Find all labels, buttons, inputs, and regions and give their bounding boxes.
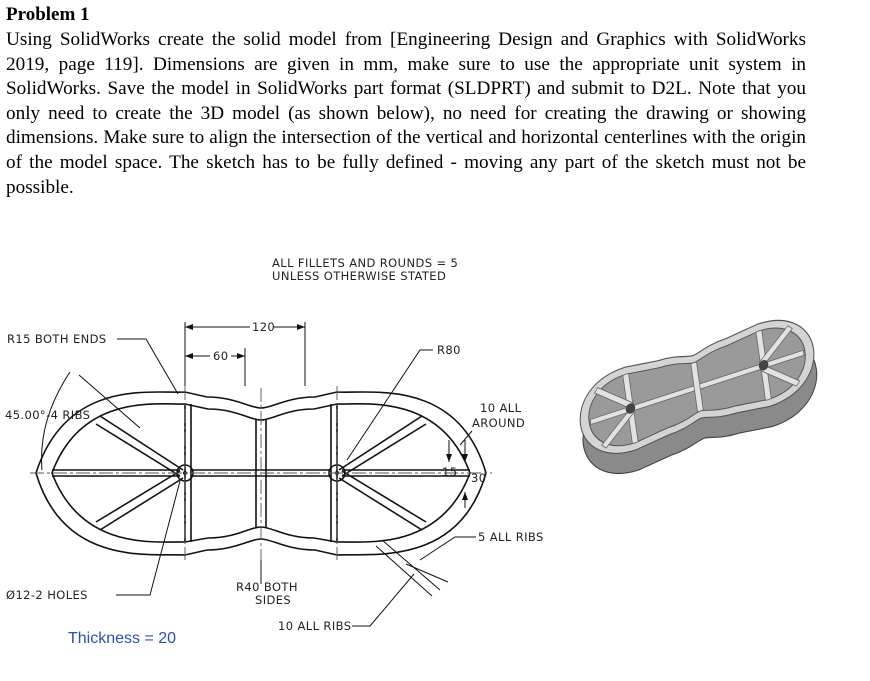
label-angle: 45.00°-4 RIBS bbox=[5, 408, 91, 422]
isometric-3d-model bbox=[575, 308, 822, 486]
dim-60: 60 bbox=[213, 349, 229, 363]
label-r40: R40 BOTH bbox=[236, 580, 298, 594]
label-around: AROUND bbox=[472, 416, 526, 430]
note-unless: UNLESS OTHERWISE STATED bbox=[272, 269, 447, 283]
label-holes: Ø12-2 HOLES bbox=[6, 588, 88, 602]
problem-body: Using SolidWorks create the solid model from [Engineering Design and Graphics with SolidWorks 2019, page 119]. Dimensions are given in mm, make sure to use the appropriate unit system in SolidWorks. Save the model in SolidWorks part format (SLDPRT) and submit to D2L. Note that you only need to create the 3D model (as shown below), no need for creating the drawing or showing dimensions. Make sure to align the intersection of the vertical and horizontal centerlines with the origin of the model space. The sketch has to be fully defined - moving any part of the sketch must not be possible. bbox=[6, 29, 806, 198]
label-r15: R15 BOTH ENDS bbox=[7, 332, 107, 346]
dim-120: 120 bbox=[252, 320, 276, 334]
problem-title: Problem 1 bbox=[6, 4, 90, 25]
label-10-all: 10 ALL bbox=[480, 401, 522, 415]
thickness-label: Thickness = 20 bbox=[68, 630, 177, 647]
label-10-ribs: 10 ALL RIBS bbox=[278, 619, 352, 633]
note-fillets: ALL FILLETS AND ROUNDS = 5 bbox=[272, 256, 459, 270]
label-sides: SIDES bbox=[255, 593, 292, 607]
dim-30: 30 bbox=[471, 471, 487, 485]
dim-15: 15 bbox=[442, 465, 458, 479]
label-5-ribs: 5 ALL RIBS bbox=[478, 530, 544, 544]
dim-r80: R80 bbox=[437, 343, 461, 357]
